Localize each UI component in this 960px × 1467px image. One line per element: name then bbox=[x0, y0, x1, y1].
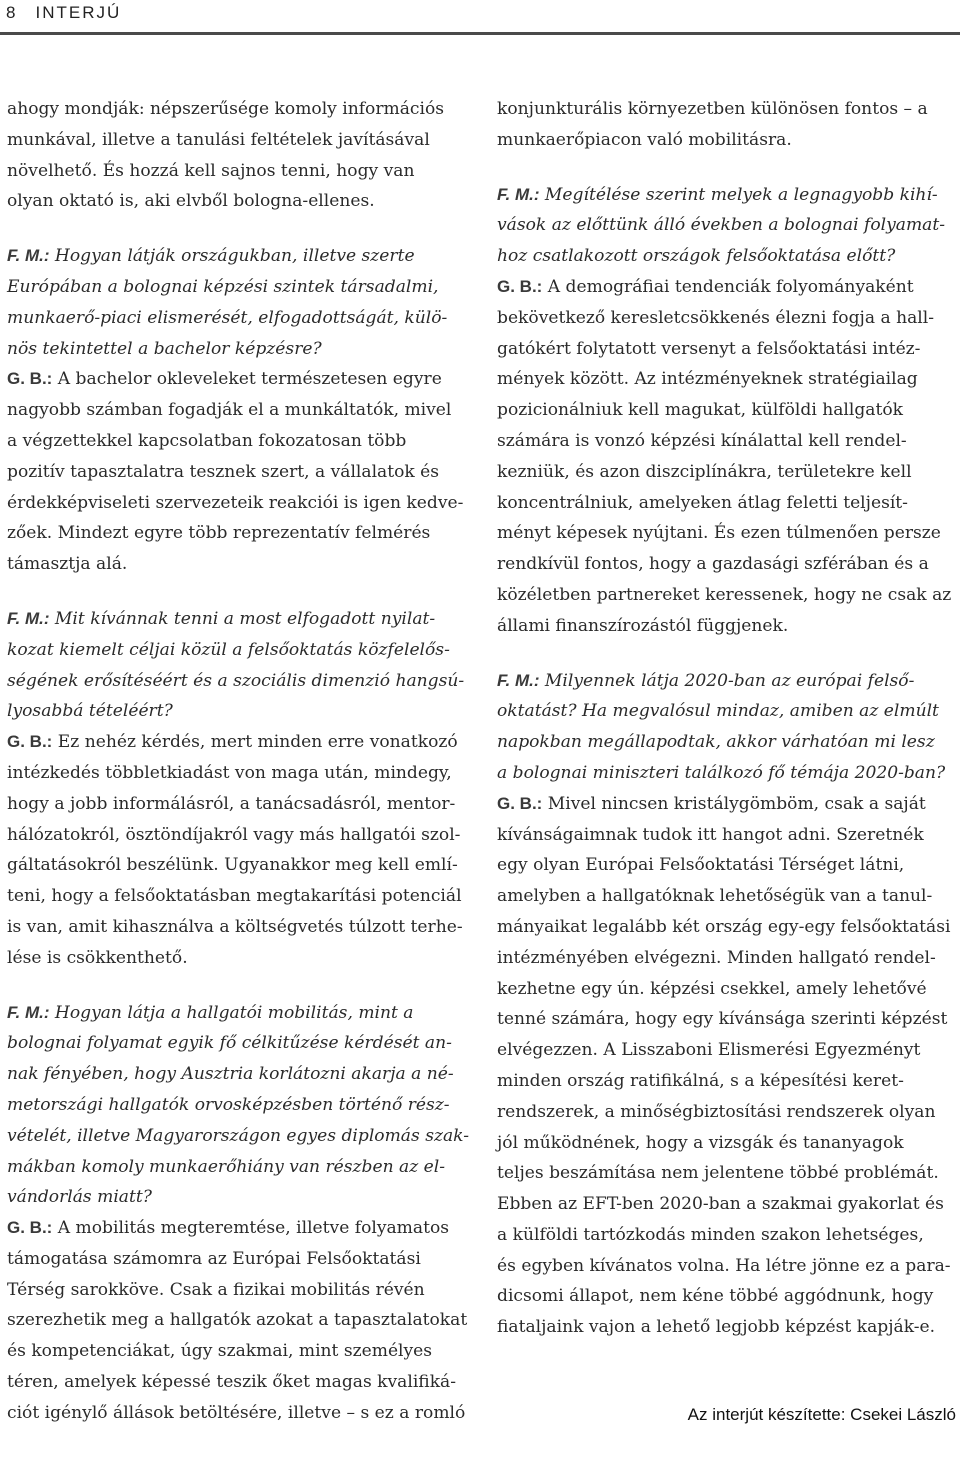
running-header bbox=[6, 0, 121, 28]
text-line bbox=[7, 1090, 465, 1121]
line-text: hálózatokról, ösztöndíjakról vagy más hallgatói szol- bbox=[7, 824, 461, 845]
line-text: Térség sarokköve. Csak a fizikai mobilitás révén bbox=[7, 1279, 425, 1300]
text-line bbox=[7, 1275, 465, 1306]
speaker-label: G. B.: bbox=[497, 276, 543, 296]
speaker-label: F. M.: bbox=[497, 184, 540, 204]
text-line bbox=[497, 1066, 959, 1097]
question bbox=[497, 666, 959, 789]
line-text: intézményében elvégezni. Minden hallgató rendel- bbox=[497, 947, 936, 968]
text-line bbox=[7, 457, 465, 488]
line-text: ciót igénylő állások betöltésére, illetve – s ez a romló bbox=[7, 1402, 466, 1423]
line-text: pozicionálniuk kell magukat, külföldi hallgatók bbox=[497, 400, 904, 421]
line-text: Hogyan látják országukban, illetve szerte bbox=[49, 246, 415, 267]
text-line bbox=[7, 94, 465, 125]
text-line bbox=[7, 1182, 465, 1213]
text-line bbox=[497, 518, 959, 549]
section-title: INTERJÚ bbox=[35, 3, 122, 22]
line-text: oktatást? Ha megvalósul mindaz, amiben az elmúlt bbox=[497, 701, 939, 722]
line-text: nös tekintettel a bachelor képzésre? bbox=[7, 338, 322, 359]
line-text: intézkedés többletkiadást von maga után, mindegy, bbox=[7, 762, 452, 783]
line-text: ahogy mondják: népszerűsége komoly információs bbox=[7, 99, 445, 119]
text-line bbox=[497, 549, 959, 580]
text-line bbox=[497, 1251, 959, 1282]
answer bbox=[497, 272, 959, 642]
text-line bbox=[497, 395, 959, 426]
line-text: metországi hallgatók orvosképzésben történő rész- bbox=[7, 1094, 450, 1115]
answer bbox=[497, 789, 959, 1343]
text-line bbox=[497, 666, 959, 697]
text-line bbox=[7, 125, 465, 156]
line-text: ményt képesek nyújtani. És ezen túlmenően persze bbox=[497, 523, 941, 544]
intro-paragraph bbox=[7, 94, 465, 217]
text-line bbox=[497, 125, 959, 156]
header-rule bbox=[0, 32, 960, 35]
text-line bbox=[7, 156, 465, 187]
line-text: amelyben a hallgatóknak lehetőségük van a tanul- bbox=[497, 886, 933, 907]
line-text: hogy a jobb informálásról, a tanácsadásról, mentor- bbox=[7, 793, 456, 814]
speaker-label: G. B.: bbox=[7, 1218, 53, 1238]
text-line bbox=[7, 727, 465, 758]
line-text: a végzettekkel kapcsolatban fokozatosan több bbox=[7, 430, 407, 451]
question bbox=[7, 604, 465, 727]
text-line bbox=[497, 580, 959, 611]
line-text: elvégezzen. A Lisszaboni Elismerési Egyezményt bbox=[497, 1040, 921, 1061]
text-line bbox=[7, 549, 465, 580]
line-text: minden ország ratifikálná, s a képesítési keret- bbox=[497, 1070, 904, 1091]
line-text: ségének erősítéséért és a szociális dimenzió hangsú- bbox=[7, 670, 465, 691]
line-text: számára is vonzó képzési kínálattal kell rendel- bbox=[497, 430, 907, 451]
text-line bbox=[497, 241, 959, 272]
text-line bbox=[7, 881, 465, 912]
line-text: bekövetkező keresletcsökkenés élezni fogja a hall- bbox=[497, 307, 934, 328]
line-text: Hogyan látja a hallgatói mobilitás, mint a bbox=[49, 1002, 414, 1023]
line-text: szerezhetik meg a hallgatók azokat a tapasztalatokat bbox=[7, 1310, 468, 1331]
line-text: támasztja alá. bbox=[7, 554, 128, 575]
line-text: a külföldi tartózkodás minden szakon lehetséges, bbox=[497, 1224, 924, 1245]
line-text: a bolognai miniszteri találkozó fő témája 2020-ban? bbox=[497, 762, 946, 783]
text-line bbox=[7, 303, 465, 334]
text-line bbox=[7, 364, 465, 395]
text-line bbox=[7, 1213, 465, 1244]
text-line bbox=[7, 1367, 465, 1398]
line-text: munkaerőpiacon való mobilitásra. bbox=[497, 129, 792, 150]
line-text: gáltatásokról beszélünk. Ugyanakkor meg kell emlí- bbox=[7, 855, 458, 876]
text-line bbox=[7, 912, 465, 943]
text-line bbox=[497, 210, 959, 241]
line-text: vándorlás miatt? bbox=[7, 1187, 152, 1208]
line-text: napokban megállapodtak, akkor várhatóan mi lesz bbox=[497, 732, 935, 753]
line-text: nak fényében, hogy Ausztria korlátozni akarja a né- bbox=[7, 1064, 454, 1085]
text-line bbox=[7, 998, 465, 1029]
line-text: Ebben az EFT-ben 2020-ban a szakmai gyakorlat és bbox=[497, 1194, 944, 1215]
line-text: egy olyan Európai Felsőoktatási Térséget látni, bbox=[497, 855, 905, 876]
line-text: zőek. Mindezt egyre több reprezentatív felmérés bbox=[7, 523, 431, 544]
speaker-label: F. M.: bbox=[497, 670, 540, 690]
text-line bbox=[497, 820, 959, 851]
question bbox=[7, 998, 469, 1214]
text-line bbox=[497, 727, 959, 758]
speaker-label: F. M.: bbox=[7, 608, 50, 628]
line-text: munkával, illetve a tanulási feltételek javításával bbox=[7, 129, 430, 150]
text-line bbox=[7, 666, 465, 697]
text-line bbox=[497, 611, 959, 642]
line-text: Milyennek látja 2020-ban az európai felső- bbox=[539, 670, 915, 691]
text-line bbox=[7, 1028, 465, 1059]
line-text: téren, amelyek képessé teszik őket magas kvalifiká- bbox=[7, 1372, 457, 1393]
text-line bbox=[7, 604, 465, 635]
line-text: kezhetne egy ún. képzési csekkel, amely lehetővé bbox=[497, 978, 927, 999]
line-text: jól működnének, hogy a vizsgák és tananyagok bbox=[497, 1132, 904, 1153]
line-text: lyosabbá tételéért? bbox=[7, 701, 173, 722]
qa-block-3 bbox=[7, 998, 469, 1429]
text-line bbox=[497, 180, 959, 211]
text-line bbox=[7, 1244, 465, 1275]
line-text: teni, hogy a felsőoktatásban megtakarítási potenciál bbox=[7, 886, 462, 907]
line-text: konjunkturális környezetben különösen fontos – a bbox=[497, 99, 928, 119]
text-line bbox=[497, 789, 959, 820]
line-text: bolognai folyamat egyik fő célkitűzése kérdését an- bbox=[7, 1033, 452, 1054]
line-text: közéletben partnereket keressenek, hogy ne csak az bbox=[497, 584, 952, 605]
qa-block-4 bbox=[497, 180, 959, 642]
line-text: rendkívül fontos, hogy a gazdasági szférában és a bbox=[497, 554, 929, 575]
speaker-label: F. M.: bbox=[7, 246, 50, 266]
line-text: kezniük, és azon diszciplínákra, területekre kell bbox=[497, 461, 912, 482]
line-text: növelhető. És hozzá kell sajnos tenni, hogy van bbox=[7, 160, 415, 181]
text-line bbox=[497, 457, 959, 488]
text-line bbox=[7, 241, 465, 272]
page-number: 8 bbox=[6, 3, 18, 22]
text-line bbox=[7, 1059, 465, 1090]
text-line bbox=[7, 1398, 465, 1429]
line-text: A demográfiai tendenciák folyományaként bbox=[542, 276, 914, 297]
line-text: dicsomi állapot, nem kéne többé aggódnunk, hogy bbox=[497, 1286, 934, 1307]
qa-block-1 bbox=[7, 241, 465, 580]
text-line bbox=[497, 850, 959, 881]
answer bbox=[7, 1213, 468, 1429]
line-text: mákban komoly munkaerőhiány van részben az el- bbox=[7, 1156, 446, 1177]
text-line bbox=[497, 1158, 959, 1189]
line-text: Mivel nincsen kristálygömböm, csak a saját bbox=[542, 793, 926, 814]
text-line bbox=[497, 334, 959, 365]
line-text: koncentrálniuk, amelyeken átlag feletti teljesít- bbox=[497, 492, 908, 513]
question bbox=[7, 241, 465, 364]
line-text: teljes beszámítása nem jelentene többé problémát. bbox=[497, 1163, 939, 1184]
line-text: is van, amit kihasználva a költségvetés túlzott terhe- bbox=[7, 916, 463, 937]
text-line bbox=[497, 1004, 959, 1035]
line-text: és egyben kívánatos volna. Ha létre jönne ez a para- bbox=[497, 1255, 951, 1276]
line-text: mények között. Az intézményeknek stratégiailag bbox=[497, 369, 918, 390]
line-text: pozitív tapasztalatra tesznek szert, a vállalatok és bbox=[7, 461, 440, 482]
line-text: Ez nehéz kérdés, mert minden erre vonatkozó bbox=[52, 732, 458, 753]
text-line bbox=[497, 1220, 959, 1251]
qa-block-5 bbox=[497, 666, 959, 1344]
line-text: és kompetenciákat, úgy szakmai, mint személyes bbox=[7, 1341, 433, 1362]
text-line bbox=[7, 758, 465, 789]
text-line bbox=[497, 94, 959, 125]
line-text: Megítélése szerint melyek a legnagyobb kihí- bbox=[539, 184, 938, 205]
speaker-label: G. B.: bbox=[497, 793, 543, 813]
text-line bbox=[7, 850, 465, 881]
text-line bbox=[497, 696, 959, 727]
line-text: kozat kiemelt céljai közül a felsőoktatás közfelelős- bbox=[7, 639, 450, 660]
text-line bbox=[497, 488, 959, 519]
line-text: rendszerek, a minőségbiztosítási rendszerek olyan bbox=[497, 1101, 936, 1122]
text-line bbox=[7, 696, 465, 727]
line-text: mányaikat legalább két ország egy-egy felsőoktatási bbox=[497, 916, 951, 937]
line-text: vételét, illetve Magyarországon egyes diplomás szak- bbox=[7, 1125, 469, 1146]
text-line bbox=[7, 943, 465, 974]
line-text: tenné számára, hogy egy kívánsága szerinti képzést bbox=[497, 1009, 948, 1030]
text-line bbox=[7, 426, 465, 457]
qa-block-2 bbox=[7, 604, 465, 974]
text-line bbox=[497, 1128, 959, 1159]
line-text: A mobilitás megteremtése, illetve folyamatos bbox=[52, 1218, 450, 1239]
text-line bbox=[7, 488, 465, 519]
left-column bbox=[7, 94, 469, 1453]
answer bbox=[7, 727, 465, 973]
interviewer-credit: Az interjút készítette: Csekei László bbox=[687, 1405, 956, 1424]
text-line bbox=[497, 881, 959, 912]
text-line bbox=[7, 1152, 465, 1183]
text-line bbox=[497, 364, 959, 395]
line-text: állami finanszírozástól függjenek. bbox=[497, 615, 789, 636]
line-text: hoz csatlakozott országok felsőoktatása előtt? bbox=[497, 246, 896, 267]
text-line bbox=[497, 1035, 959, 1066]
text-line bbox=[497, 943, 959, 974]
continued-paragraph bbox=[497, 94, 959, 156]
text-line bbox=[497, 426, 959, 457]
text-line bbox=[7, 334, 465, 365]
line-text: olyan oktató is, aki elvből bologna-ellenes. bbox=[7, 191, 375, 212]
line-text: A bachelor okleveleket természetesen egyre bbox=[52, 369, 442, 390]
text-line bbox=[7, 789, 465, 820]
text-line bbox=[497, 912, 959, 943]
text-line bbox=[7, 1336, 465, 1367]
line-text: érdekképviseleti szervezeteik reakciói is igen kedve- bbox=[7, 492, 464, 513]
line-text: támogatása számomra az Európai Felsőoktatási bbox=[7, 1248, 421, 1269]
text-line bbox=[7, 1305, 468, 1336]
line-text: lése is csökkenthető. bbox=[7, 947, 188, 968]
text-line bbox=[7, 272, 465, 303]
text-line bbox=[497, 758, 959, 789]
text-line bbox=[497, 1312, 959, 1343]
question bbox=[497, 180, 959, 272]
line-text: nagyobb számban fogadják el a munkáltatók, mivel bbox=[7, 400, 452, 421]
answer bbox=[7, 364, 465, 580]
line-text: Mit kívánnak tenni a most elfogadott nyilat- bbox=[49, 608, 436, 629]
speaker-label: G. B.: bbox=[7, 732, 53, 752]
text-line bbox=[497, 1281, 959, 1312]
line-text: kívánságaimnak tudok itt hangot adni. Szeretnék bbox=[497, 824, 924, 845]
text-line bbox=[7, 518, 465, 549]
line-text: vások az előttünk álló években a bolognai folyamat- bbox=[497, 215, 945, 236]
text-line bbox=[7, 1121, 469, 1152]
text-line bbox=[497, 1189, 959, 1220]
line-text: fiataljaink vajon a lehető legjobb képzést kapják-e. bbox=[497, 1317, 936, 1338]
text-line bbox=[497, 303, 959, 334]
text-line bbox=[7, 635, 465, 666]
text-line bbox=[497, 1097, 959, 1128]
line-text: gatókért folytatott versenyt a felsőoktatási intéz- bbox=[497, 338, 921, 359]
text-line bbox=[7, 395, 465, 426]
line-text: Európában a bolognai képzési szintek társadalmi, bbox=[7, 276, 439, 297]
speaker-label: G. B.: bbox=[7, 369, 53, 389]
text-line bbox=[497, 272, 959, 303]
speaker-label: F. M.: bbox=[7, 1002, 50, 1022]
text-line bbox=[7, 820, 465, 851]
text-line bbox=[7, 186, 465, 217]
line-text: munkaerő-piaci elismerését, elfogadottságát, külö- bbox=[7, 307, 448, 328]
text-line bbox=[497, 974, 959, 1005]
right-column bbox=[497, 94, 959, 1367]
